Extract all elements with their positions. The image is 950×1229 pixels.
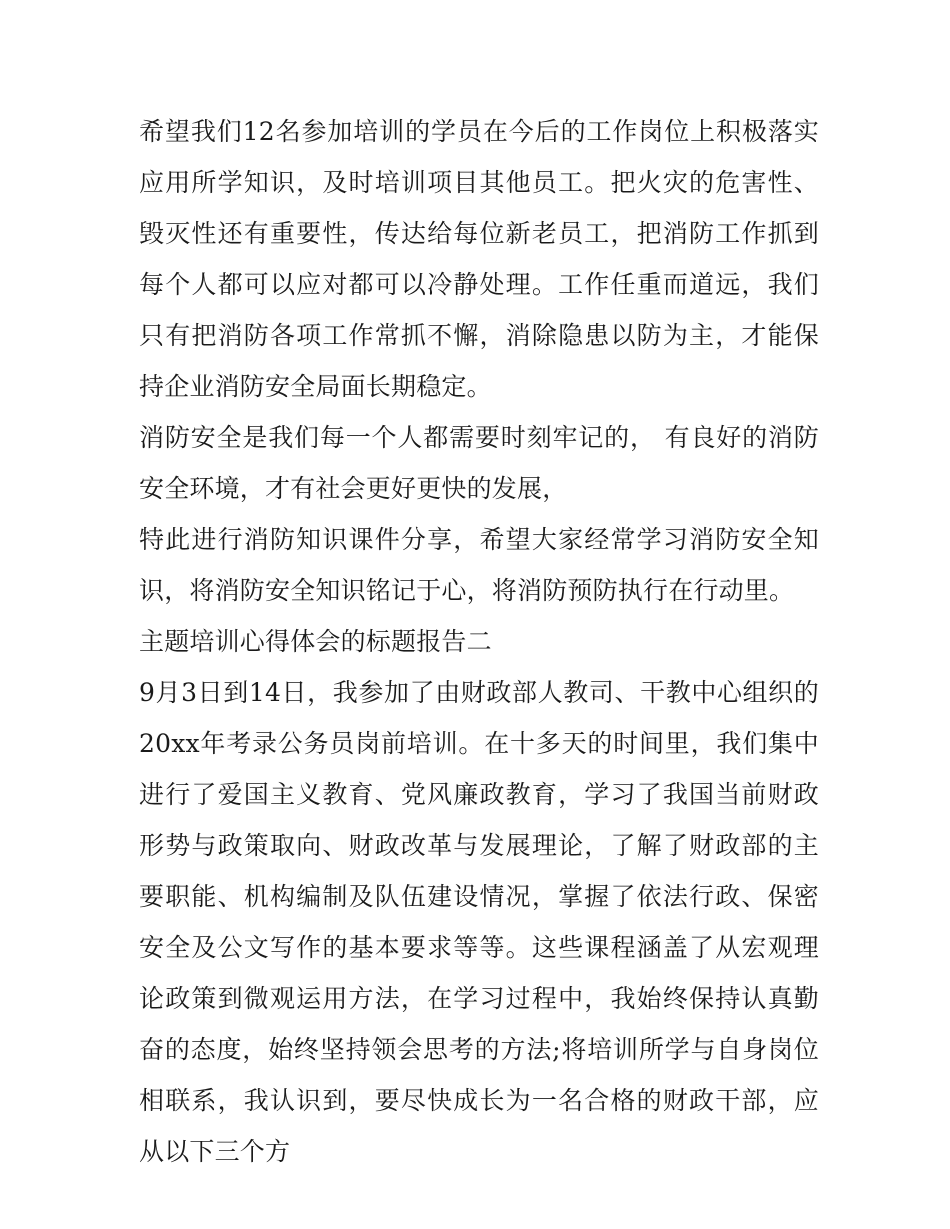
paragraph-report-body: 9月3日到14日，我参加了由财政部人教司、干教中心组织的20xx年考录公务员岗前培训。在十多天的时间里，我们集中进行了爱国主义教育、党风廉政教育，学习了我国当前财政形势与政策取向、财政改革与发展理论，了解了财政部的主要职能、机构编制及队伍建设情况，掌握了依法行政、保密安全及公文写作的基本要求等等。这些课程涵盖了从宏观理论政策到微观运用方法，在学习过程中，我始终保持认真勤奋的态度，始终坚持领会思考的方法;将培训所学与自身岗位相联系，我认识到，要尽快成长为一名合格的财政干部，应从以下三个方 [139,678,819,1166]
document-body [139,106,819,1177]
paragraph-knowledge-sharing: 特此进行消防知识课件分享，希望大家经常学习消防安全知识，将消防安全知识铭记于心，将消防预防执行在行动里。 [139,525,819,605]
paragraph-training-application: 希望我们12名参加培训的学员在今后的工作岗位上积极落实应用所学知识，及时培训项目其他员工。把火灾的危害性、毁灭性还有重要性，传达给每位新老员工，把消防工作抓到每个人都可以应对都可以冷静处理。工作任重而道远，我们只有把消防各项工作常抓不懈，消除隐患以防为主，才能保持企业消防安全局面长期稳定。 [139,117,819,401]
section-title: 主题培训心得体会的标题报告二 [139,627,492,656]
paragraph-fire-safety-awareness: 消防安全是我们每一个人都需要时刻牢记的， 有良好的消防安全环境，才有社会更好更快的发展， [139,423,819,503]
